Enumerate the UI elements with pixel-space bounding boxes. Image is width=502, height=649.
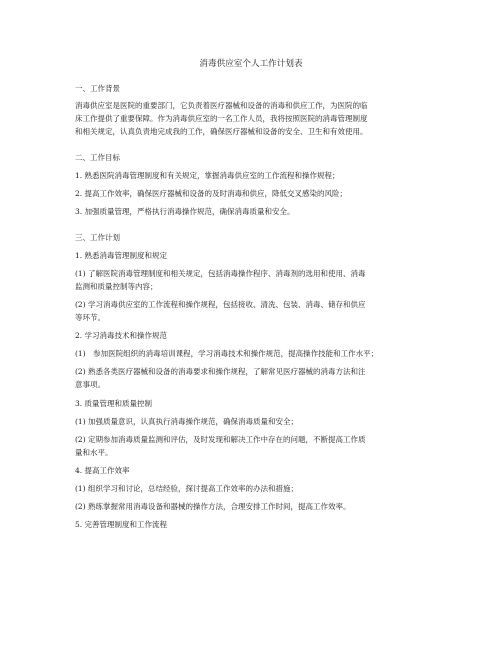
plan-subitem: (2) 定期参加消毒质量监测和评估，及时发现和解决工作中存在的问题，不断提高工作质 — [75, 435, 366, 444]
plan-item-title: 4. 提高工作效率 — [75, 466, 130, 475]
section-heading-goals: 二、工作目标 — [75, 153, 120, 162]
plan-subitem-continuation: 等环节。 — [75, 313, 105, 322]
plan-subitem: (1) 了解医院消毒管理制度和相关规定，包括消毒操作程序、消毒剂的选用和使用、消毒 — [75, 269, 366, 278]
plan-subitem: (1) 加强质量意识，认真执行消毒操作规范，确保消毒质量和安全； — [75, 417, 299, 426]
plan-item-title: 5. 完善管理制度和工作流程 — [75, 520, 168, 529]
goal-item: 1. 熟悉医院消毒管理制度和有关规定，掌握消毒供应室的工作流程和操作规程； — [75, 171, 340, 180]
paragraph-line: 和相关规定，认真负责地完成我的工作，确保医疗器械和设备的安全、卫生和有效使用。 — [75, 127, 368, 136]
plan-subitem-continuation: 监测和质量控制等内容； — [75, 282, 158, 291]
section-heading-plan: 三、工作计划 — [75, 233, 120, 242]
section-heading-background: 一、工作背景 — [75, 84, 120, 93]
paragraph-line: 床工作提供了重要保障。作为消毒供应室的一名工作人员，我将按照医院的消毒管理制度 — [75, 114, 368, 123]
plan-subitem: (1) 参加医院组织的消毒培训课程，学习消毒技术和操作规范，提高操作技能和工作水平； — [75, 349, 379, 358]
plan-item-title: 2. 学习消毒技术和操作规范 — [75, 331, 168, 340]
document-title: 消毒供应室个人工作计划表 — [199, 59, 303, 69]
plan-subitem: (1) 组织学习和讨论，总结经验，探讨提高工作效率的办法和措施； — [75, 484, 299, 493]
paragraph-line: 消毒供应室是医院的重要部门，它负责着医疗器械和设备的消毒和供应工作，为医院的临 — [75, 101, 368, 110]
plan-item-title: 3. 质量管理和质量控制 — [75, 399, 153, 408]
plan-subitem: (2) 熟练掌握常用消毒设备和器械的操作方法，合理安排工作时间，提高工作效率。 — [75, 502, 351, 511]
plan-subitem: (2) 熟悉各类医疗器械和设备的消毒要求和操作规程，了解常见医疗器械的消毒方法和注 — [75, 367, 366, 376]
plan-subitem-continuation: 意事项。 — [75, 380, 105, 389]
plan-item-title: 1. 熟悉消毒管理制度和规定 — [75, 251, 168, 260]
goal-item: 3. 加强质量管理，严格执行消毒操作规范，确保消毒质量和安全。 — [75, 207, 295, 216]
plan-subitem-continuation: 量和水平。 — [75, 448, 113, 457]
plan-subitem: (2) 学习消毒供应室的工作流程和操作规程，包括接收、清洗、包装、消毒、储存和供应 — [75, 300, 366, 309]
goal-item: 2. 提高工作效率，确保医疗器械和设备的及时消毒和供应，降低交叉感染的风险； — [75, 189, 348, 198]
